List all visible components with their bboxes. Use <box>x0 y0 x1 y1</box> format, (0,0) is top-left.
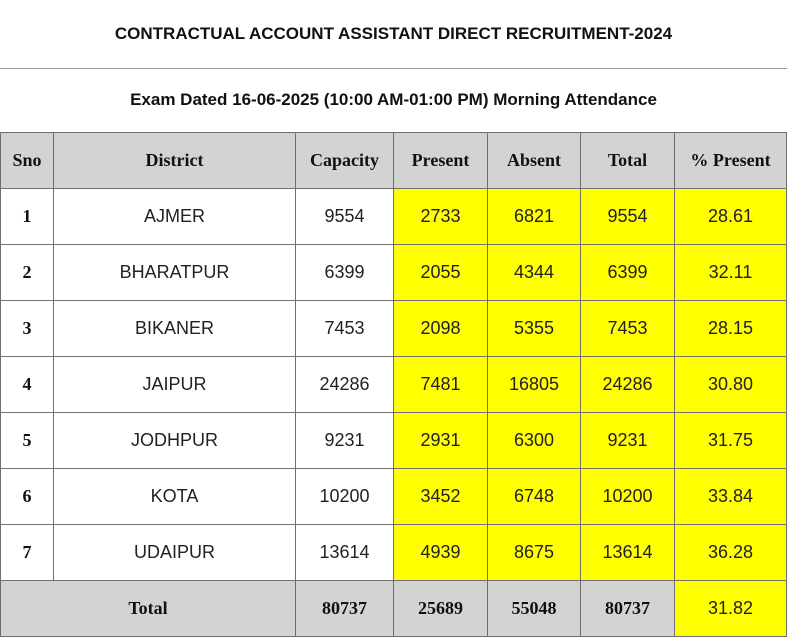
table-row <box>1 525 787 581</box>
cell-sno: 2 <box>1 245 54 301</box>
cell-sno: 6 <box>1 469 54 525</box>
cell-percent-present: 28.61 <box>675 189 787 245</box>
column-header-sno: Sno <box>1 133 54 189</box>
attendance-table <box>0 132 787 637</box>
cell-absent: 8675 <box>488 525 581 581</box>
cell-capacity: 9231 <box>296 413 394 469</box>
table-row <box>1 301 787 357</box>
cell-capacity: 10200 <box>296 469 394 525</box>
cell-absent: 4344 <box>488 245 581 301</box>
cell-total: 9554 <box>581 189 675 245</box>
table-header-row <box>1 133 787 189</box>
cell-absent: 6300 <box>488 413 581 469</box>
column-header-absent: Absent <box>488 133 581 189</box>
column-header-district: District <box>54 133 296 189</box>
column-header-present: Present <box>394 133 488 189</box>
cell-district: JODHPUR <box>54 413 296 469</box>
cell-total: 24286 <box>581 357 675 413</box>
cell-absent: 5355 <box>488 301 581 357</box>
cell-district: JAIPUR <box>54 357 296 413</box>
column-header-percent-present: % Present <box>675 133 787 189</box>
cell-total: 6399 <box>581 245 675 301</box>
total-percent-present: 31.82 <box>675 581 787 637</box>
cell-capacity: 9554 <box>296 189 394 245</box>
table-row <box>1 469 787 525</box>
cell-district: KOTA <box>54 469 296 525</box>
cell-absent: 16805 <box>488 357 581 413</box>
cell-sno: 7 <box>1 525 54 581</box>
cell-total: 9231 <box>581 413 675 469</box>
cell-percent-present: 36.28 <box>675 525 787 581</box>
cell-capacity: 6399 <box>296 245 394 301</box>
cell-percent-present: 32.11 <box>675 245 787 301</box>
cell-total: 10200 <box>581 469 675 525</box>
cell-district: BIKANER <box>54 301 296 357</box>
cell-percent-present: 33.84 <box>675 469 787 525</box>
cell-total: 13614 <box>581 525 675 581</box>
table-row <box>1 413 787 469</box>
cell-district: AJMER <box>54 189 296 245</box>
total-row <box>1 581 787 637</box>
cell-percent-present: 28.15 <box>675 301 787 357</box>
column-header-capacity: Capacity <box>296 133 394 189</box>
cell-district: BHARATPUR <box>54 245 296 301</box>
cell-percent-present: 30.80 <box>675 357 787 413</box>
cell-district: UDAIPUR <box>54 525 296 581</box>
table-row <box>1 357 787 413</box>
total-present: 25689 <box>394 581 488 637</box>
table-row <box>1 245 787 301</box>
cell-capacity: 24286 <box>296 357 394 413</box>
cell-present: 2055 <box>394 245 488 301</box>
total-capacity: 80737 <box>296 581 394 637</box>
cell-present: 7481 <box>394 357 488 413</box>
total-absent: 55048 <box>488 581 581 637</box>
cell-sno: 1 <box>1 189 54 245</box>
cell-present: 2733 <box>394 189 488 245</box>
cell-present: 2098 <box>394 301 488 357</box>
column-header-total: Total <box>581 133 675 189</box>
cell-capacity: 13614 <box>296 525 394 581</box>
cell-capacity: 7453 <box>296 301 394 357</box>
divider <box>0 68 787 69</box>
total-total: 80737 <box>581 581 675 637</box>
cell-absent: 6821 <box>488 189 581 245</box>
page-title: CONTRACTUAL ACCOUNT ASSISTANT DIRECT RECRUITMENT-2024 <box>114 24 673 43</box>
cell-sno: 5 <box>1 413 54 469</box>
cell-total: 7453 <box>581 301 675 357</box>
cell-present: 2931 <box>394 413 488 469</box>
page-subtitle: Exam Dated 16-06-2025 (10:00 AM-01:00 PM) Morning Attendance <box>130 90 657 109</box>
cell-sno: 3 <box>1 301 54 357</box>
table-row <box>1 189 787 245</box>
cell-percent-present: 31.75 <box>675 413 787 469</box>
cell-present: 4939 <box>394 525 488 581</box>
cell-sno: 4 <box>1 357 54 413</box>
cell-present: 3452 <box>394 469 488 525</box>
cell-absent: 6748 <box>488 469 581 525</box>
total-label: Total <box>1 581 296 637</box>
